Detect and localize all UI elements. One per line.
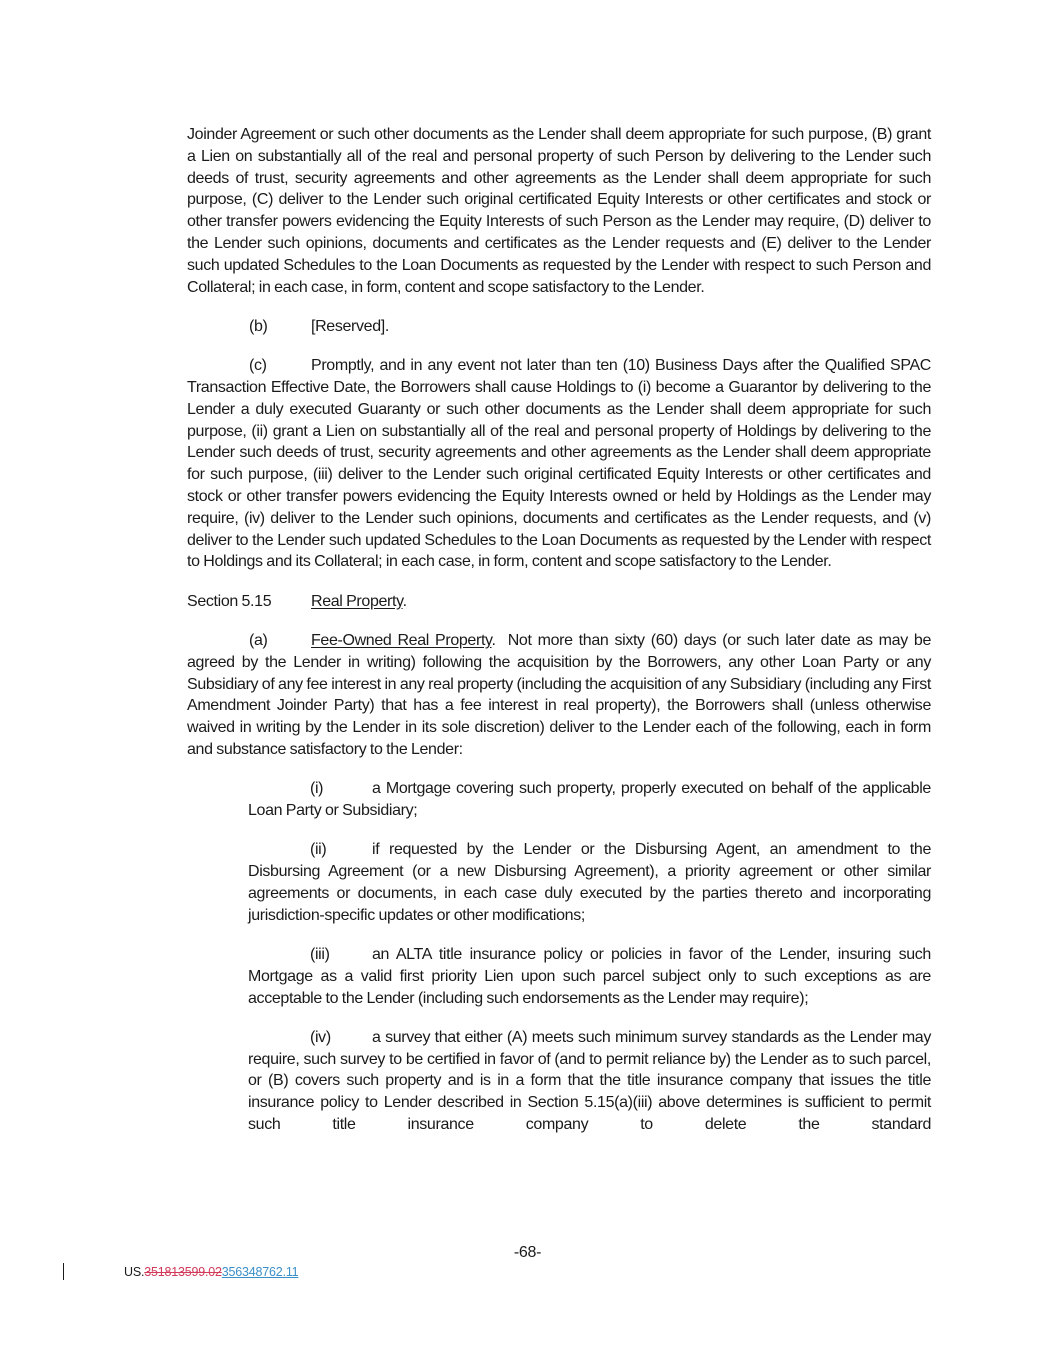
clause-a-title-suffix: . [491, 631, 496, 649]
document-body [187, 124, 935, 1153]
clause-a-title: Fee-Owned Real Property [311, 631, 492, 649]
section-title-suffix: . [402, 592, 407, 610]
sub-item-ii [248, 839, 931, 926]
clause-b-label: (b) [249, 317, 268, 335]
section-number: Section 5.15 [187, 592, 272, 610]
clause-a-text: Not more than sixty (60) days (or such later date as may be agreed by the Lender in writing) following the acquisition by the Borrowers, any other Loan Party or any Subsidiary of any fee interest in any real property (including the acquisition of any Subsidiary (including any First Amendment Joinder Party) that has a fee interest in real property), the Borrowers shall (unless otherwise waived in writing by the Lender in its sole discretion) deliver to the Lender each of the following, each in form and substance satisfactory to the Lender: [187, 631, 935, 758]
doc-id-prefix: US. [124, 1265, 145, 1279]
sub-item-iii [248, 944, 931, 1009]
clause-a [187, 630, 935, 761]
sub-item-label: (iv) [310, 1028, 331, 1046]
change-bar [63, 1263, 64, 1280]
sub-item-iv [248, 1027, 931, 1136]
sub-item-text: if requested by the Lender or the Disbursing Agent, an amendment to the Disbursing Agreement (or a new Disbursing Agreement), a priority agreement or other similar agreements or documents, in each case duly executed by the parties thereto and incorporating jurisdiction-specific updates or other modifications; [248, 841, 931, 924]
sub-item-text: a survey that either (A) meets such minimum survey standards as the Lender may require, such survey to be certified in favor of (and to permit reliance by) the Lender as to such parcel, or (B) covers such property and is in a form that the title insurance company that issues the title insurance policy to Lender described in Section 5.15(a)(iii) above determines is sufficient to permit such title insurance company to delete the standard [248, 1028, 931, 1134]
clause-c-label: (c) [249, 357, 267, 375]
doc-id-deleted: 351813599.02 [144, 1265, 222, 1279]
continuation-paragraph: Joinder Agreement or such other documents as the Lender shall deem appropriate for such purpose, (B) grant a Lien on substantially all of the real and personal property of such Person by delivering to the Lender such deeds of trust, security agreements and other agreements as the Lender shall deem appropriate for such purpose, (C) deliver to the Lender such original certificated Equity Interests or other certificates and stock or other transfer powers evidencing the Equity Interests of such Person as the Lender may require, (D) deliver to the Lender such opinions, documents and certificates as the Lender requests and (E) deliver to the Lender such updated Schedules to the Loan Documents as requested by the Lender with respect to such Person and Collateral; in each case, in form, content and scope satisfactory to the Lender. [187, 126, 931, 296]
doc-id-inserted: 356348762.11 [221, 1265, 299, 1279]
page-number: -68- [513, 1244, 542, 1261]
document-id [124, 1265, 298, 1279]
clause-a-label: (a) [249, 631, 268, 649]
sub-item-text: an ALTA title insurance policy or policies in favor of the Lender, insuring such Mortgage as a valid first priority Lien upon such parcel subject only to such exceptions as are acceptable to the Lender (including such endorsements as the Lender may require); [248, 946, 931, 1007]
clause-b-text: [Reserved]. [311, 317, 389, 335]
clause-c-text: Promptly, and in any event not later than ten (10) Business Days after the Qualified SPAC Transaction Effective Date, the Borrowers shall cause Holdings to (i) become a Guarantor by delivering to the Lender a duly executed Guaranty or such other documents as the Lender shall deem appropriate for such purpose, (ii) grant a Lien on substantially all of the real and personal property of Holdings by delivering to the Lender such deeds of trust, security agreements and other agreements as the Lender shall deem appropriate for such purpose, (iii) deliver to the Lender such original certificated Equity Interests or other certificates and stock or other transfer powers evidencing the Equity Interests owned or held by Holdings as the Lender may require, (iv) deliver to the Lender such opinions, documents and certificates as the Lender requests, and (v) deliver to the Lender such updated Schedules to the Loan Documents as requested by the Lender with respect to Holdings and its Collateral; in each case, in form, content and scope satisfactory to the Lender. [187, 357, 931, 571]
sub-item-text: a Mortgage covering such property, properly executed on behalf of the applicable Loan Party or Subsidiary; [248, 780, 931, 820]
sub-item-label: (iii) [310, 946, 330, 963]
section-heading [187, 591, 931, 613]
clause-b [187, 316, 931, 338]
sub-item-label: (ii) [310, 841, 327, 859]
sub-item-label: (i) [310, 780, 324, 798]
sub-item-i [248, 778, 931, 822]
clause-c [187, 355, 931, 573]
section-title: Real Property [311, 592, 403, 610]
